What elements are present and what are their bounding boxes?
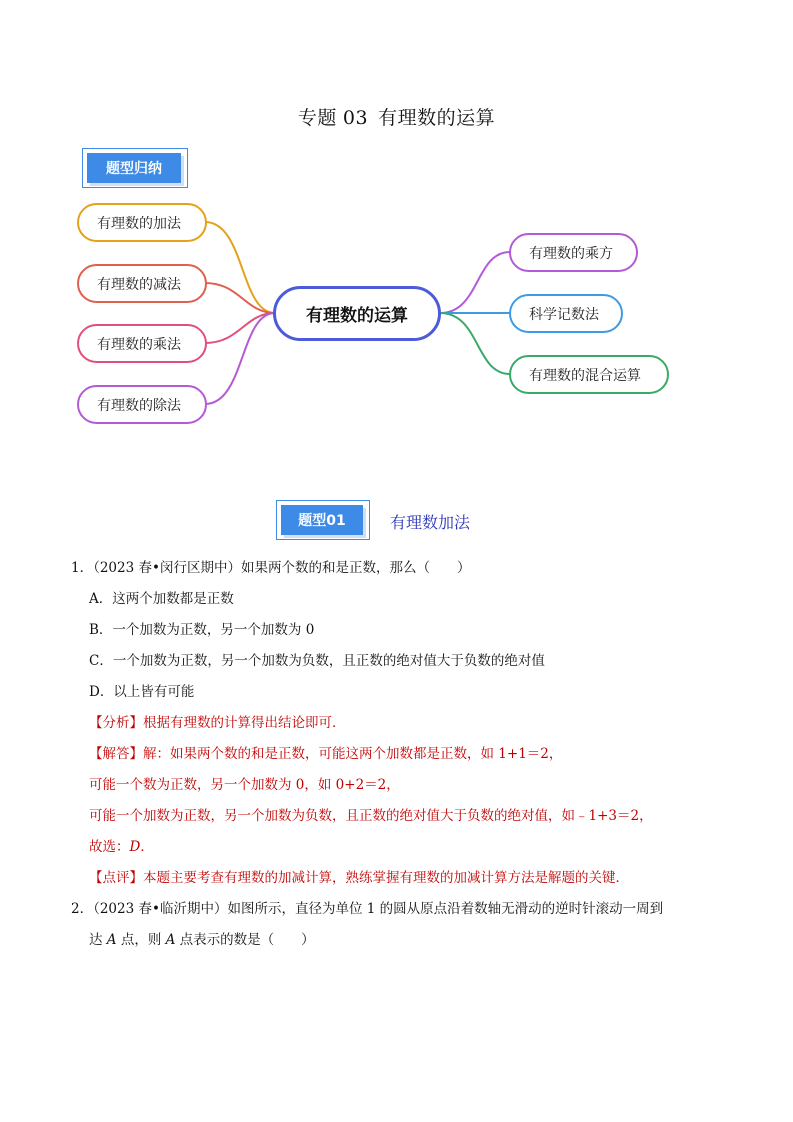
connector-mix [440, 313, 510, 374]
answer-expr-3: 1+3＝2 [588, 808, 640, 824]
section-tag: 题型01 [281, 505, 363, 535]
section-title: 有理数加法 [390, 513, 471, 532]
option-d: D．以上皆有可能 [89, 684, 195, 700]
answer-punct-1: ， [548, 746, 563, 762]
connector-div [205, 313, 275, 404]
q2-point-a-1: A [106, 932, 117, 948]
answer-text-3: 可能一个加数为正数，另一个加数为负数，且正数的绝对值大于负数的绝对值，如﹣ [89, 808, 589, 824]
comment-label: 【点评】 [89, 870, 143, 886]
title-number: 03 [342, 107, 369, 129]
comment-text: 本题主要考查有理数的加减计算，熟练掌握有理数的加减计算方法是解题的关键． [143, 870, 629, 886]
answer-line-2 [89, 775, 400, 795]
mindmap-center-node: 有理数的运算 [273, 286, 441, 341]
title-prefix: 专题 [297, 107, 337, 129]
answer-expr-1: 1+1＝2 [498, 746, 549, 762]
mindmap-node-division: 有理数的除法 [77, 385, 207, 424]
answer-text-2: 可能一个数为正数，另一个加数为 0，如 [89, 777, 336, 793]
answer-expr-2: 0+2＝2 [335, 777, 387, 793]
analysis-line [89, 713, 346, 733]
answer-label: 【解答】 [89, 746, 143, 762]
question-1-stem: 1．（2023 春•闵行区期中）如果两个数的和是正数，那么（ ） [71, 560, 471, 576]
title-text: 有理数的运算 [378, 107, 496, 129]
connector-pow [440, 252, 510, 313]
choose-line [89, 837, 154, 857]
choose-text: 故选： [89, 839, 130, 855]
choose-answer: D [129, 839, 141, 855]
answer-punct-2: ， [386, 777, 400, 793]
mindmap-node-subtraction: 有理数的减法 [77, 264, 207, 303]
q2-text-a: 达 [89, 932, 107, 948]
connector-add [205, 222, 275, 313]
answer-punct-3: ， [639, 808, 653, 824]
answer-line-3 [89, 806, 653, 826]
question-2-stem-line-1: 2．（2023 春•临沂期中）如图所示，直径为单位 1 的圆从原点沿着数轴无滑动的逆时针滚动一周到 [71, 901, 664, 917]
option-c: C．一个加数为正数，另一个加数为负数，且正数的绝对值大于负数的绝对值 [89, 653, 545, 669]
answer-line-1 [89, 744, 562, 764]
analysis-text: 根据有理数的计算得出结论即可． [143, 715, 346, 731]
comment-line [89, 868, 629, 888]
mindmap-node-mixed-operations: 有理数的混合运算 [509, 355, 669, 394]
choose-punct: ． [140, 839, 154, 855]
mindmap-node-scientific-notation: 科学记数法 [509, 294, 623, 333]
answer-text-1: 解：如果两个数的和是正数，可能这两个加数都是正数，如 [143, 746, 499, 762]
analysis-label: 【分析】 [89, 715, 143, 731]
question-2-stem-line-2 [89, 930, 315, 950]
summary-tag: 题型归纳 [87, 153, 181, 183]
q2-point-a-2: A [165, 932, 176, 948]
q2-text-e: 点表示的数是（ ） [175, 932, 315, 948]
mindmap-node-addition: 有理数的加法 [77, 203, 207, 242]
option-b: B．一个加数为正数，另一个加数为 0 [89, 622, 315, 638]
q2-text-c: 点，则 [116, 932, 166, 948]
option-a: A．这两个加数都是正数 [89, 591, 234, 607]
mindmap-node-multiplication: 有理数的乘法 [77, 324, 207, 363]
mindmap-node-power: 有理数的乘方 [509, 233, 638, 272]
